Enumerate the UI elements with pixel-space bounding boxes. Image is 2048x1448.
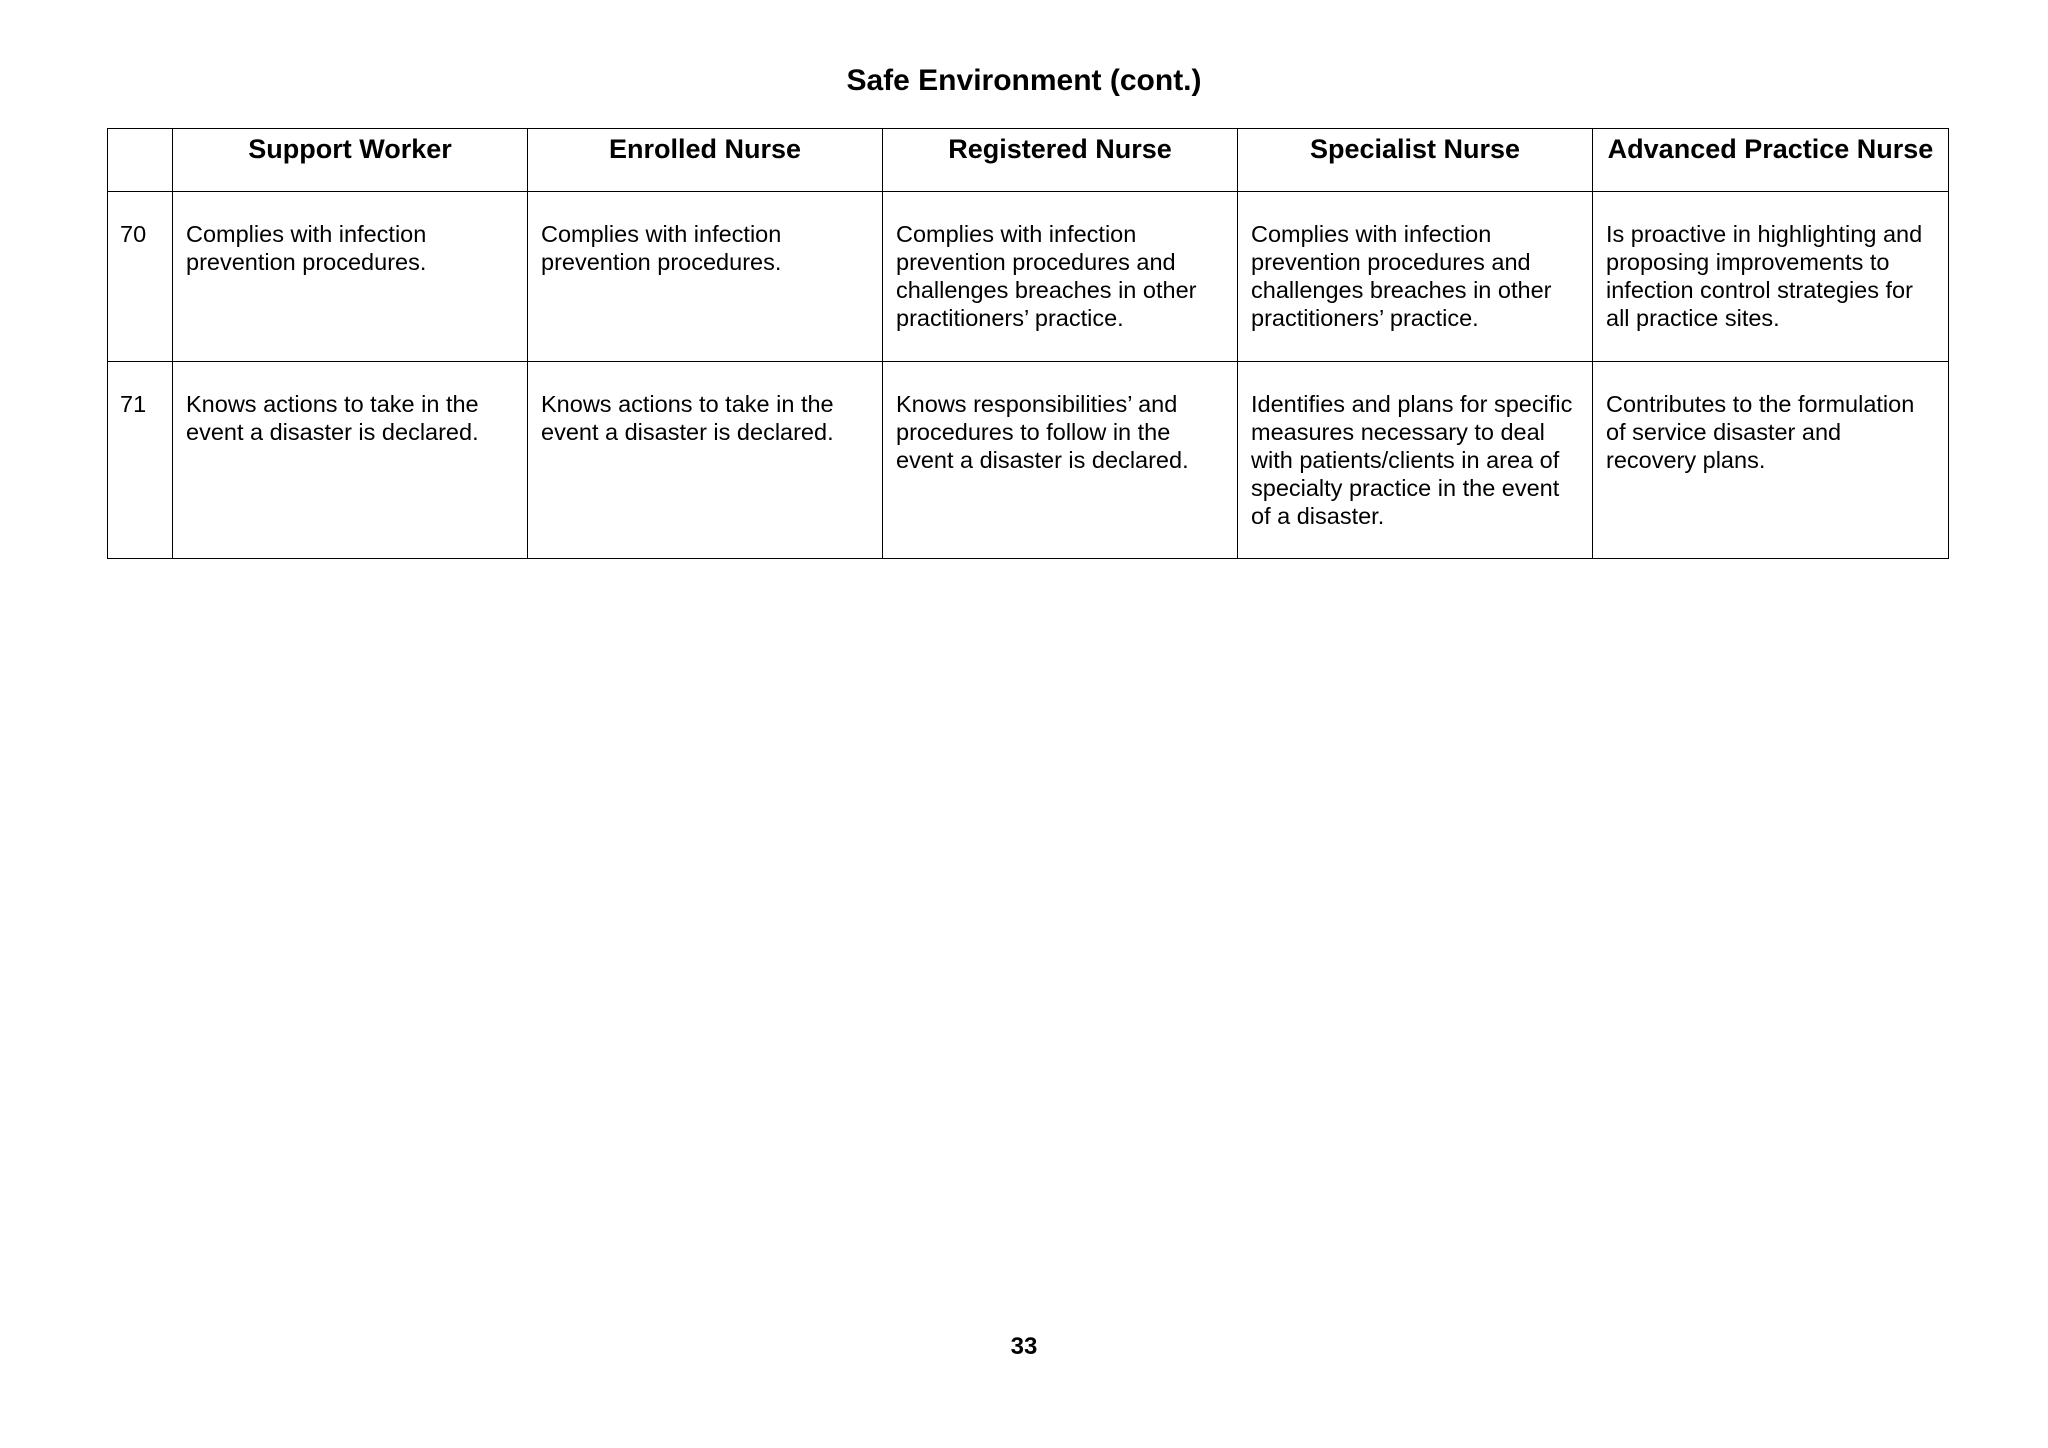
header-advanced-practice-nurse: Advanced Practice Nurse [1593,129,1949,192]
header-number [108,129,173,192]
page-number: 33 [1010,1333,1038,1360]
row-number: 71 [108,362,173,559]
page-title: Safe Environment (cont.) [846,64,1202,97]
cell-specialist-nurse: Complies with infection prevention procedures and challenges breaches in other practitioners’ practice. [1238,192,1593,362]
table-row [108,192,1949,362]
cell-support-worker: Knows actions to take in the event a disaster is declared. [173,362,528,559]
cell-specialist-nurse: Identifies and plans for specific measures necessary to deal with patients/clients in area of specialty practice in the event of a disaster. [1238,362,1593,559]
row-number: 70 [108,192,173,362]
table-row [108,362,1949,559]
cell-enrolled-nurse: Complies with infection prevention procedures. [528,192,883,362]
header-support-worker: Support Worker [173,129,528,192]
header-enrolled-nurse: Enrolled Nurse [528,129,883,192]
cell-support-worker: Complies with infection prevention procedures. [173,192,528,362]
cell-registered-nurse: Knows responsibilities’ and procedures to follow in the event a disaster is declared. [883,362,1238,559]
header-registered-nurse: Registered Nurse [883,129,1238,192]
cell-advanced-practice-nurse: Contributes to the formulation of service disaster and recovery plans. [1593,362,1949,559]
cell-advanced-practice-nurse: Is proactive in highlighting and proposing improvements to infection control strategies for all practice sites. [1593,192,1949,362]
cell-enrolled-nurse: Knows actions to take in the event a disaster is declared. [528,362,883,559]
cell-registered-nurse: Complies with infection prevention procedures and challenges breaches in other practitioners’ practice. [883,192,1238,362]
competency-table [107,128,1949,559]
header-specialist-nurse: Specialist Nurse [1238,129,1593,192]
table-header-row [108,129,1949,192]
